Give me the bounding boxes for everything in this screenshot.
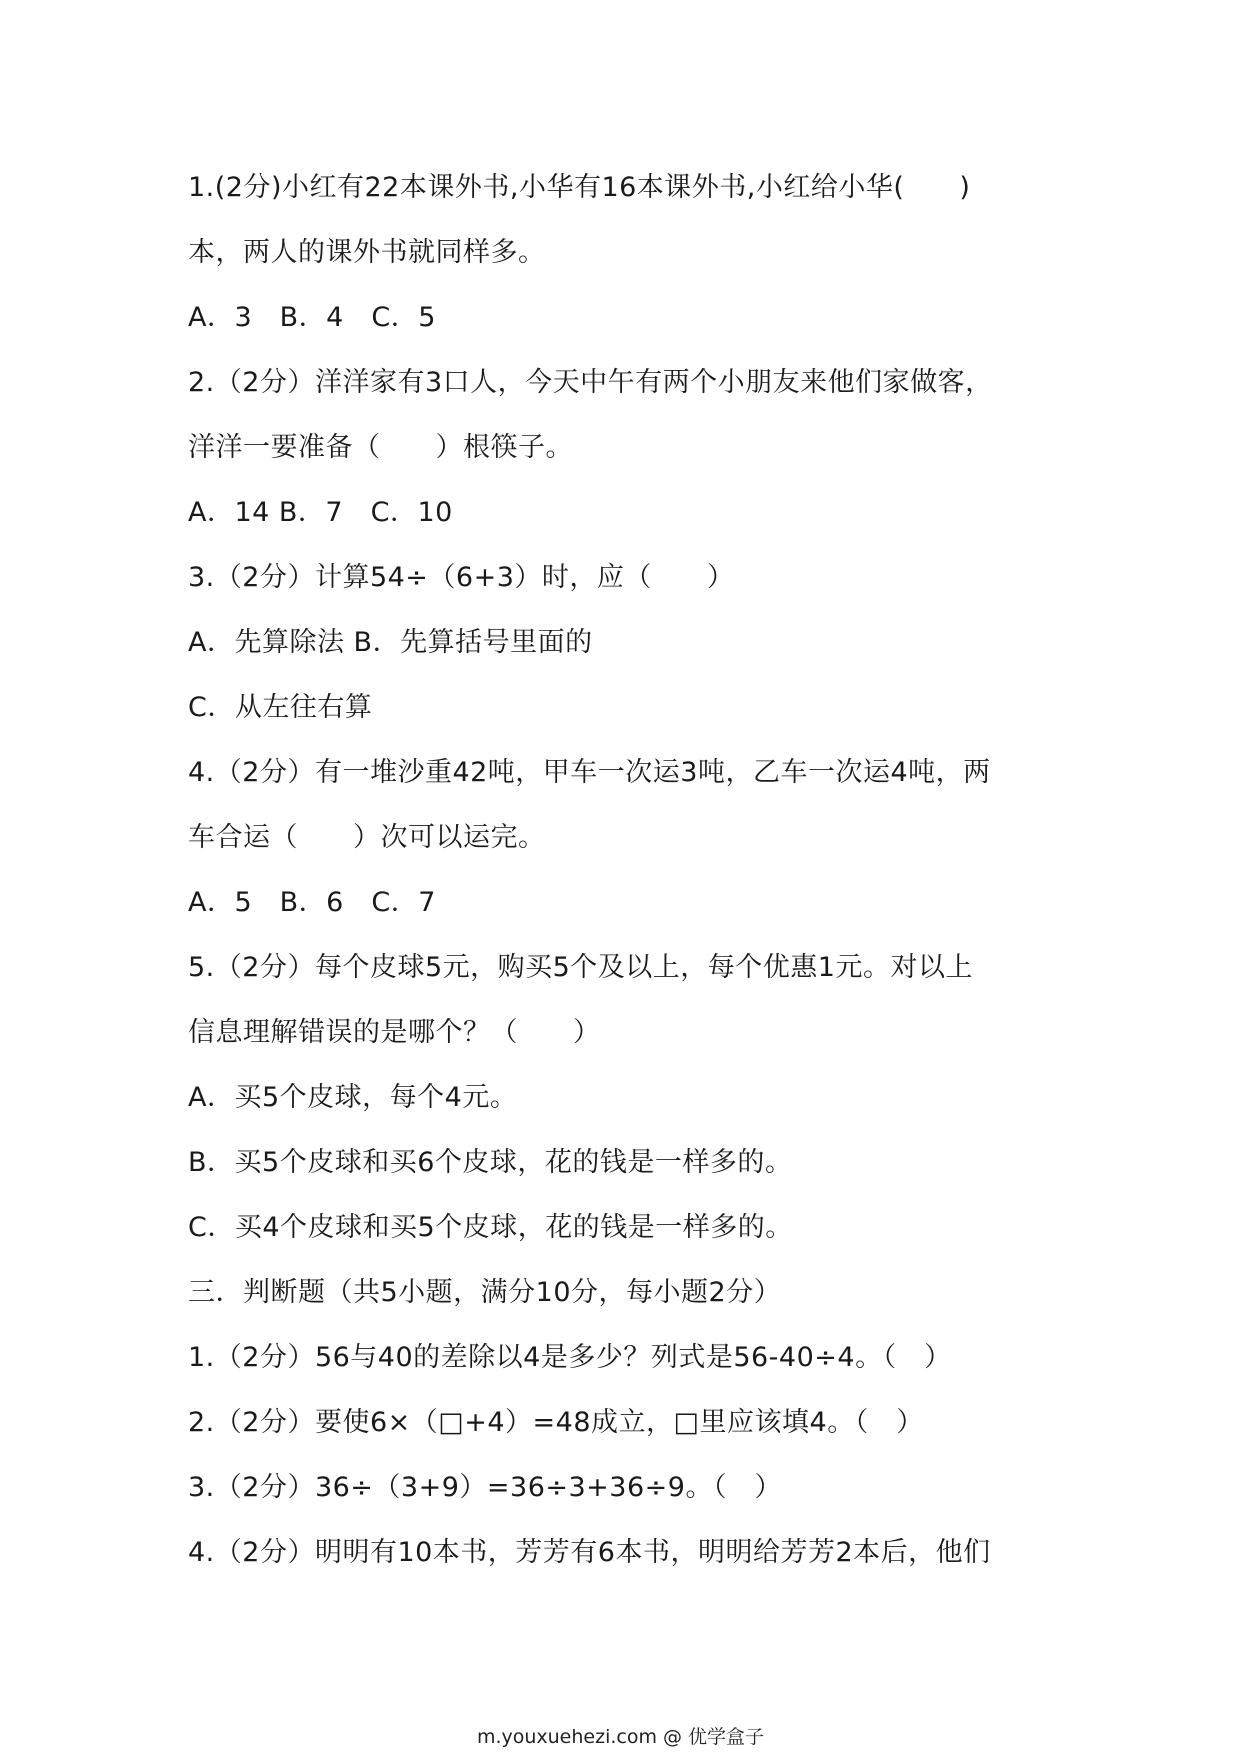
q1-options: A．3 B．4 C．5 [188, 302, 436, 333]
q3-option-c: C．从左往右算 [188, 692, 373, 723]
q2-stem-line2: 洋洋一要准备（ ）根筷子。 [188, 432, 573, 463]
section-heading-judgment: 三．判断题（共5小题，满分10分，每小题2分） [188, 1277, 782, 1308]
judgment-q4: 4.（2分）明明有10本书，芳芳有6本书，明明给芳芳2本后，他们 [188, 1537, 991, 1568]
q3-options-ab: A．先算除法 B．先算括号里面的 [188, 627, 593, 658]
q3-stem: 3.（2分）计算54÷（6+3）时，应（ ） [188, 562, 735, 593]
judgment-q2: 2.（2分）要使6×（□+4）=48成立，□里应该填4。（ ） [188, 1407, 924, 1438]
q4-options: A．5 B．6 C．7 [188, 887, 436, 918]
question-content [188, 155, 1068, 1585]
q2-stem-line1: 2.（2分）洋洋家有3口人，今天中午有两个小朋友来他们家做客， [188, 367, 993, 398]
q5-stem-line1: 5.（2分）每个皮球5元，购买5个及以上，每个优惠1元。对以上 [188, 952, 973, 983]
q1-stem-line1: 1.(2分)小红有22本课外书,小华有16本课外书,小红给小华( ) [188, 172, 971, 203]
q4-stem-line1: 4.（2分）有一堆沙重42吨，甲车一次运3吨，乙车一次运4吨，两 [188, 757, 991, 788]
judgment-q1: 1.（2分）56与40的差除以4是多少？列式是56-40÷4。（ ） [188, 1342, 952, 1373]
q5-option-b: B．买5个皮球和买6个皮球，花的钱是一样多的。 [188, 1147, 793, 1178]
footer-watermark: m.youxuehezi.com @ 优学盒子 [476, 1726, 765, 1748]
q5-option-a: A．买5个皮球，每个4元。 [188, 1082, 518, 1113]
q4-stem-line2: 车合运（ ）次可以运完。 [188, 822, 546, 853]
q1-stem-line2: 本，两人的课外书就同样多。 [188, 237, 546, 268]
judgment-q3: 3.（2分）36÷（3+9）=36÷3+36÷9。（ ） [188, 1472, 782, 1503]
q5-option-c: C．买4个皮球和买5个皮球，花的钱是一样多的。 [188, 1212, 793, 1243]
q2-options: A．14 B．7 C．10 [188, 497, 453, 528]
q5-stem-line2: 信息理解错误的是哪个？（ ） [188, 1017, 601, 1048]
